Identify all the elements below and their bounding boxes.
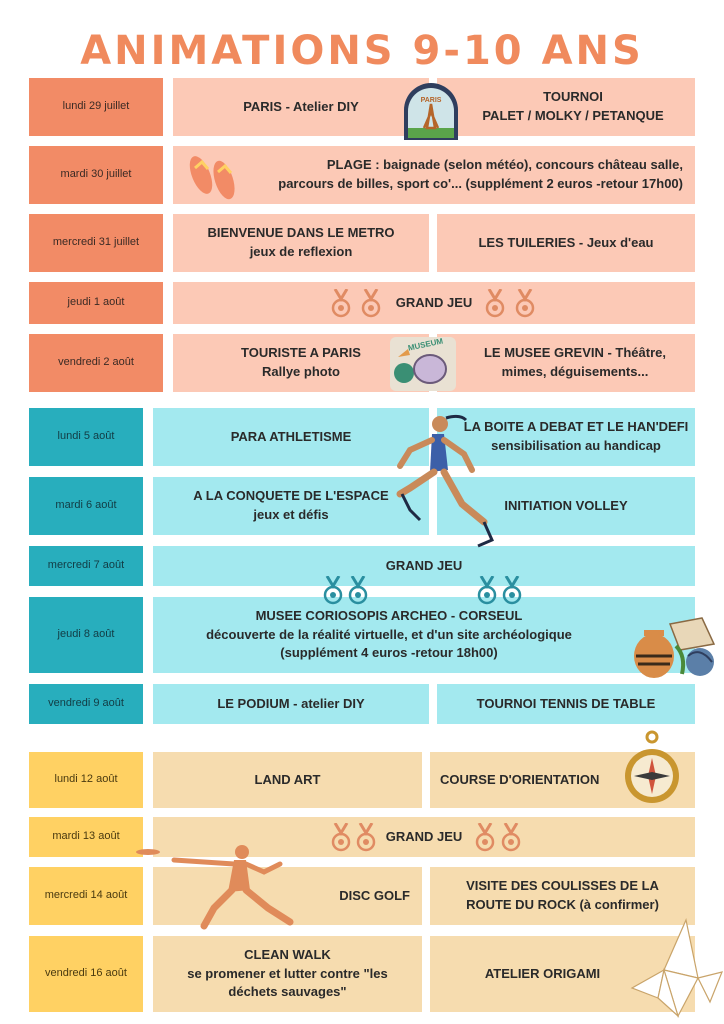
- disc-thrower-icon: [134, 842, 294, 930]
- activity-text: GRAND JEU: [385, 557, 463, 573]
- activity-cell: [437, 78, 695, 136]
- medal-icon: [330, 289, 352, 319]
- day-label: lundi 5 août: [29, 408, 143, 466]
- day-label: vendredi 16 août: [29, 936, 143, 1012]
- day-label: lundi 29 juillet: [29, 78, 163, 136]
- paris-badge-icon: [400, 82, 462, 144]
- day-label: vendredi 9 août: [29, 684, 143, 724]
- day-label: mercredi 31 juillet: [29, 214, 163, 272]
- medal-icon: [355, 823, 377, 853]
- activity-text: A LA CONQUETE DE L'ESPACE jeux et défis: [193, 488, 389, 522]
- day-label: jeudi 8 août: [29, 597, 143, 673]
- activity-text: LAND ART: [254, 771, 321, 787]
- activity-text: LE PODIUM - atelier DIY: [217, 695, 365, 711]
- medal-icon: [501, 576, 523, 606]
- activity-cell: [153, 546, 695, 586]
- activity-text: BIENVENUE DANS LE METRO jeux de reflexion: [207, 225, 395, 259]
- pottery-icon: [630, 616, 720, 682]
- activity-text: LES TUILERIES - Jeux d'eau: [478, 234, 654, 250]
- page-title: ANIMATIONS 9-10 ANS: [80, 28, 644, 74]
- paris-badge-text: PARIS: [420, 97, 442, 104]
- activity-cell: [153, 936, 422, 1012]
- activity-text: PLAGE : baignade (selon météo), concours château salle, parcours de billes, sport co'... (supplément 2 euros -retour 17h00): [278, 157, 683, 191]
- activity-text: MUSEE CORIOSOPIS ARCHEO - CORSEUL découverte de la réalité virtuelle, et d'un site archéologique (supplément 4 euros -retour 18h00): [206, 607, 572, 661]
- activity-cell: [173, 78, 429, 136]
- activity-cell: [173, 282, 695, 324]
- activity-text: TOURNOI TENNIS DE TABLE: [476, 695, 656, 711]
- medal-icon: [514, 289, 536, 319]
- medal-icon: [360, 289, 382, 319]
- activity-cell: [437, 334, 695, 392]
- day-label: mercredi 14 août: [29, 867, 143, 925]
- museum-icon: [388, 333, 458, 393]
- medal-icon: [330, 823, 352, 853]
- medal-icon: [500, 823, 522, 853]
- activity-text: LA BOITE A DEBAT ET LE HAN'DEFI sensibilisation au handicap: [463, 419, 689, 453]
- activity-cell: [437, 684, 695, 724]
- activity-text: GRAND JEU: [385, 828, 463, 844]
- activity-cell: [153, 597, 695, 673]
- activity-cell: [153, 684, 429, 724]
- activity-text: COURSE D'ORIENTATION: [440, 771, 600, 787]
- day-label: mardi 13 août: [29, 817, 143, 857]
- medal-icon: [322, 576, 344, 606]
- activity-text: CLEAN WALK se promener et lutter contre "les déchets sauvages": [187, 946, 388, 1000]
- para-athlete-icon: [380, 410, 500, 550]
- activity-cell: [430, 867, 695, 925]
- activity-text: GRAND JEU: [395, 294, 473, 310]
- activity-text: DISC GOLF: [339, 887, 410, 903]
- activity-text: ATELIER ORIGAMI: [484, 965, 601, 981]
- medal-icon: [476, 576, 498, 606]
- activity-text: PARIS - Atelier DIY: [243, 98, 359, 114]
- compass-icon: [622, 730, 682, 808]
- activity-text: TOURISTE A PARIS Rallye photo: [241, 345, 361, 379]
- day-label: mardi 6 août: [29, 477, 143, 535]
- museum-text: MUSEUM: [407, 336, 444, 353]
- flip-flops-icon: [186, 152, 242, 202]
- medal-icon: [347, 576, 369, 606]
- origami-crane-icon: [628, 918, 724, 1024]
- activity-cell: [437, 214, 695, 272]
- day-label: vendredi 2 août: [29, 334, 163, 392]
- activity-cell: [153, 752, 422, 808]
- activity-cell: [173, 214, 429, 272]
- medal-icon: [474, 823, 496, 853]
- day-label: mercredi 7 août: [29, 546, 143, 586]
- activity-text: LE MUSEE GREVIN - Théâtre, mimes, déguisements...: [483, 345, 667, 379]
- day-label: jeudi 1 août: [29, 282, 163, 324]
- activity-text: TOURNOI PALET / MOLKY / PETANQUE: [482, 89, 664, 123]
- activity-text: INITIATION VOLLEY: [504, 497, 628, 513]
- activity-text: VISITE DES COULISSES DE LA ROUTE DU ROCK (à confirmer): [466, 878, 659, 912]
- day-label: lundi 12 août: [29, 752, 143, 808]
- day-label: mardi 30 juillet: [29, 146, 163, 204]
- activity-cell: [173, 146, 695, 204]
- activity-text: PARA ATHLETISME: [230, 428, 352, 444]
- medal-icon: [484, 289, 506, 319]
